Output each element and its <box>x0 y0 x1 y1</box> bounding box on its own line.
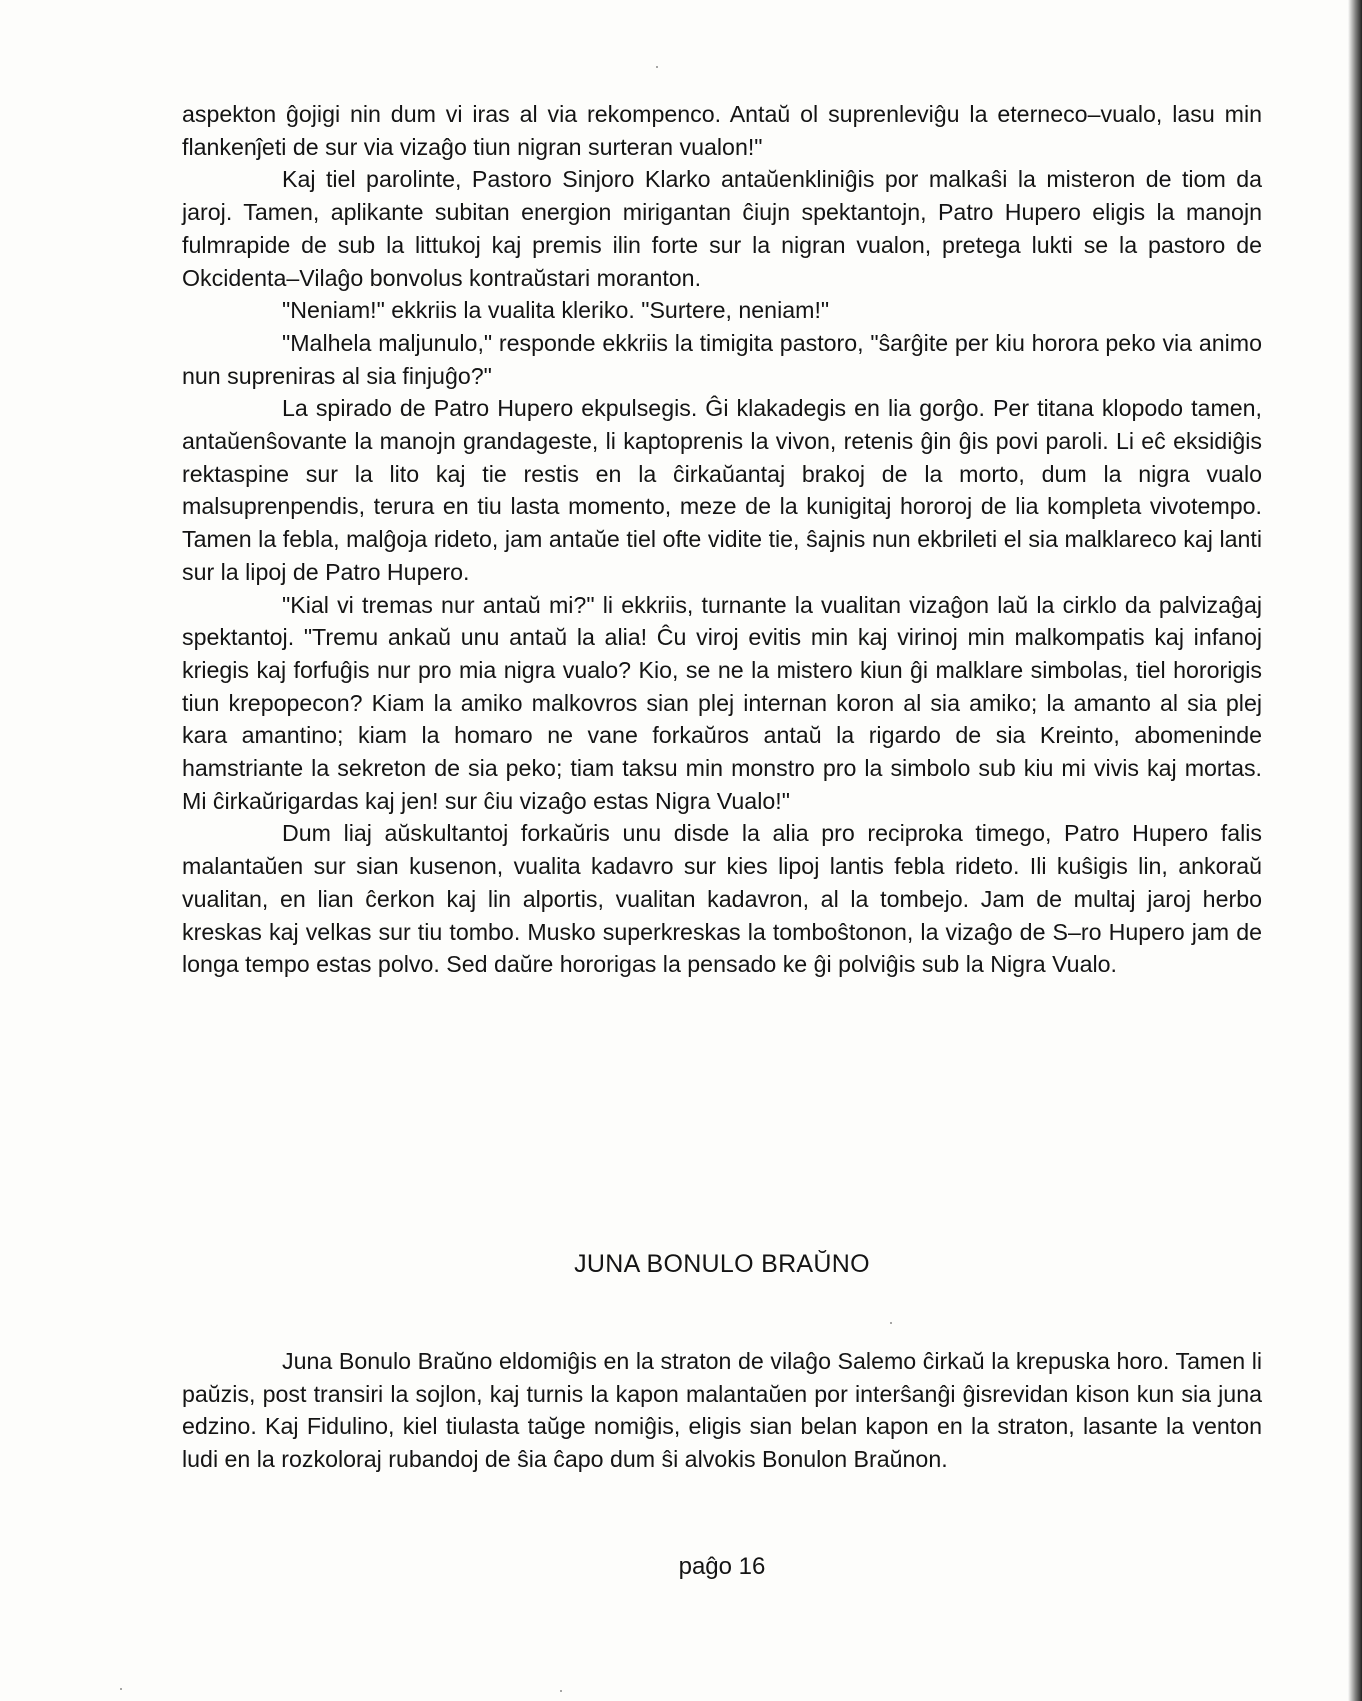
paragraph-5: La spirado de Patro Hupero ekpulsegis. Ĝi klakadegis en lia gorĝo. Per titana klopodo tamen, antaŭenŝovante la manojn grandageste, li kaptoprenis la vivon, retenis ĝin ĝis povi paroli. Li eĉ eksidiĝis rektaspine sur la lito kaj tie restis en la ĉirkaŭantaj brakoj de la morto, dum la nigra vualo malsuprenpendis, terura en tiu lasta momento, meze de la kunigitaj hororoj de lia kompleta vivotempo. Tamen la febla, malĝoja rideto, jam antaŭe tiel ofte vidite tie, ŝajnis nun ekbrileti el sia malklareco kaj lanti sur la lipoj de Patro Hupero. <box>182 395 1262 585</box>
paragraph-1: aspekton ĝojigi nin dum vi iras al via rekompenco. Antaŭ ol suprenleviĝu la eterneco–vualo, lasu min flankenĵeti de sur via vizaĝo tiun nigran surteran vualon!" <box>182 101 1262 160</box>
paragraph-3: "Neniam!" ekkriis la vualita kleriko. "Surtere, neniam!" <box>282 297 830 324</box>
scan-speck <box>120 1688 122 1690</box>
paragraph-4: "Malhela maljunulo," responde ekkriis la timigita pastoro, "ŝarĝite per kiu horora peko via animo nun supreniras al sia finjuĝo?" <box>182 329 1262 389</box>
paragraph-7: Dum liaj aŭskultantoj forkaŭris unu disde la alia pro reciproka timego, Patro Hupero falis malantaŭen sur sian kusenon, vualita kadavro sur kies lipoj lantis febla rideto. Ili kuŝigis lin, ankoraŭ vualitan, en lian ĉerkon kaj lin alportis, vualitan kadavron, al la tombejo. Jam de multaj jaroj herbo kreskas kaj velkas sur tiu tombo. Musko superkreskas la tomboŝtonon, la vizaĝo de S–ro Hupero jam de longa tempo estas polvo. Sed daŭre hororigas la pensado ke ĝi polviĝis sub la Nigra Vualo. <box>182 820 1262 978</box>
paragraph-2: Kaj tiel parolinte, Pastoro Sinjoro Klarko antaŭenkliniĝis por malkaŝi la misteron de tiom da jaroj. Tamen, aplikante subitan energion mirigantan ĉiujn spektantojn, Patro Hupero eligis la manojn fulmrapide de sub la littukoj kaj premis ilin forte sur la nigran vualon, pretega lukti se la pastoro de Okcidenta–Vilaĝo bonvolus kontraŭstari moranton. <box>182 166 1262 291</box>
page-number: paĝo 16 <box>678 1553 766 1580</box>
story-text-bottom <box>182 1345 1262 1476</box>
section-heading: JUNA BONULO BRAŬNO <box>574 1250 870 1278</box>
story-text-top <box>182 98 1262 981</box>
scan-speck <box>656 66 658 68</box>
scan-border-shadow <box>1348 0 1362 1701</box>
paragraph-8: Juna Bonulo Braŭno eldomiĝis en la straton de vilaĝo Salemo ĉirkaŭ la krepuska horo. Tamen li paŭzis, post transiri la sojlon, kaj turnis la kapon malantaŭen por interŝanĝi ĝisrevidan kison kun sia juna edzino. Kaj Fidulino, kiel tiulasta taŭge nomiĝis, eligis sian belan kapon en la straton, lasante la venton ludi en la rozkoloraj rubandoj de ŝia ĉapo dum ŝi alvokis Bonulon Braŭnon. <box>182 1348 1262 1473</box>
paragraph-6: "Kial vi tremas nur antaŭ mi?" li ekkriis, turnante la vualitan vizaĝon laŭ la cirklo da palvizaĝaj spektantoj. "Tremu ankaŭ unu antaŭ la alia! Ĉu viroj evitis min kaj virinoj min malkompatis kaj infanoj kriegis kaj forfuĝis nur pro mia nigra vualo? Kio, se ne la mistero kiun ĝi malklare simbolas, tiel hororigis tiun krepopecon? Kiam la amiko malkovros sian plej internan koron al sia amiko; la amanto al sia plej kara amantino; kiam la homaro ne vane forkaŭros antaŭ la rigardo de sia Kreinto, abomeninde hamstriante la sekreton de sia peko; tiam taksu min monstro pro la simbolo sub kiu mi vivis kaj mortas. Mi ĉirkaŭrigardas kaj jen! sur ĉiu vizaĝo estas Nigra Vualo!" <box>182 591 1262 814</box>
scan-speck <box>890 1322 892 1324</box>
scan-speck <box>560 1690 562 1692</box>
